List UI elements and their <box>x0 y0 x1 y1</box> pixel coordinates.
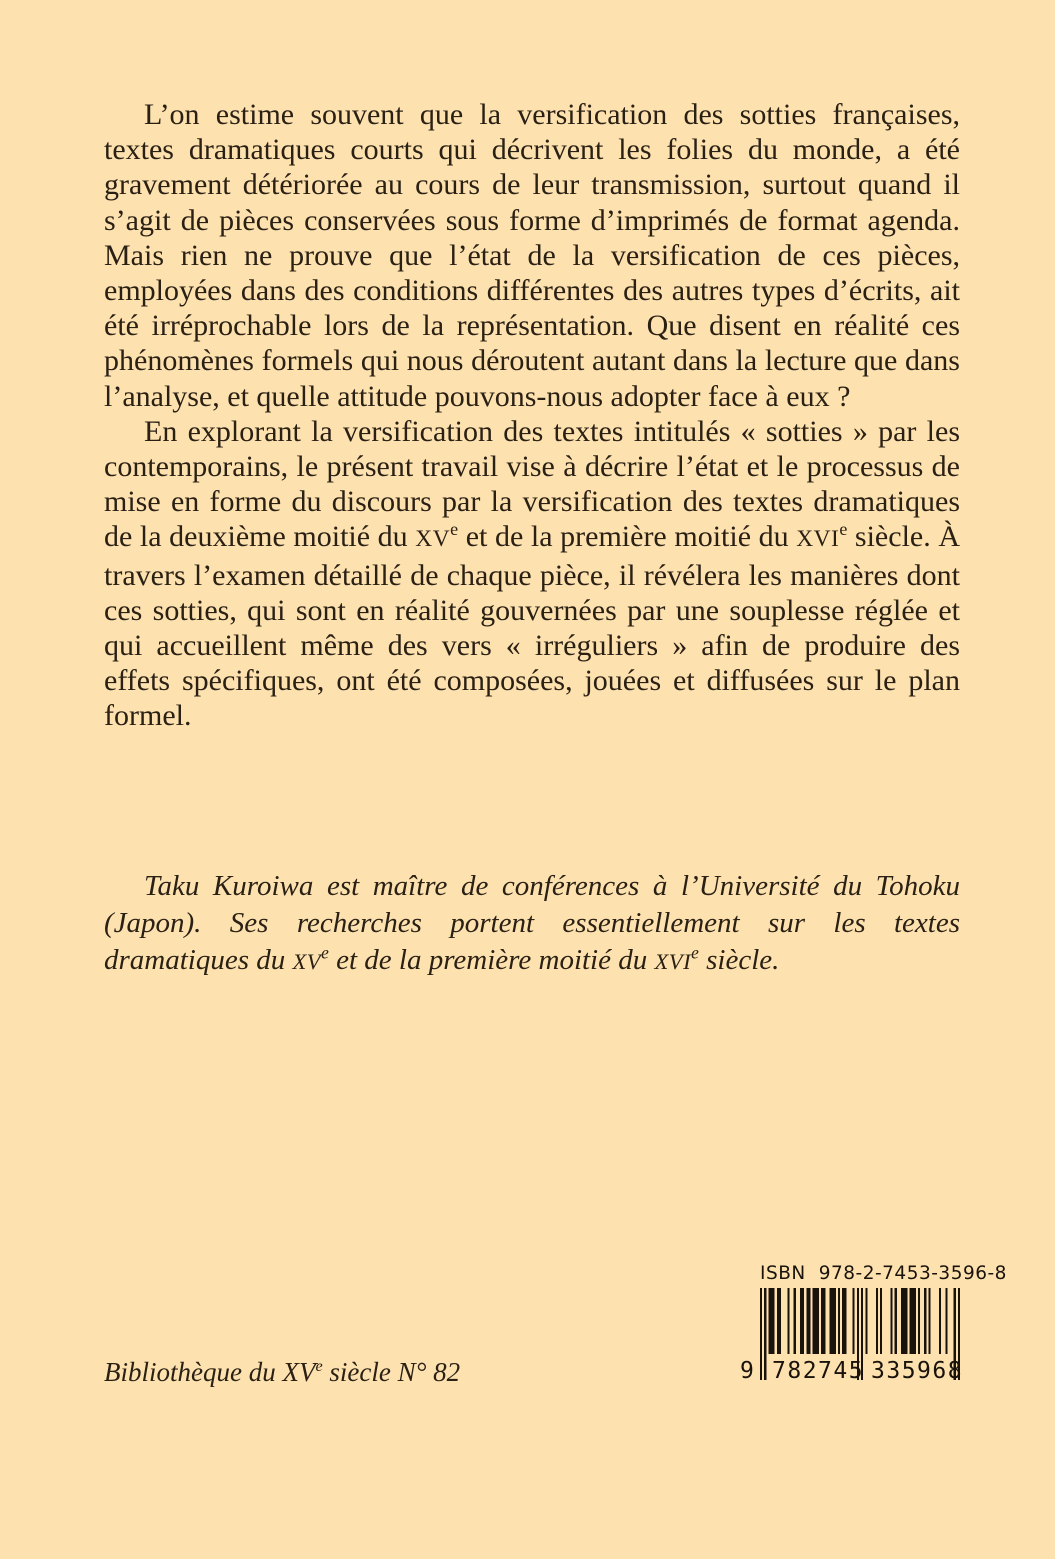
collection-series-label: Bibliothèque du XVe siècle N° 82 <box>104 1357 461 1387</box>
synopsis-paragraph-2: En explorant la versification des textes intitulés « sotties » par les contemporains, le présent travail vise à décrire l’état et le processus de mise en forme du discours par la versification des textes dramatiques de la deuxième moitié du XVe et de la première moitié du XVIe siècle. À travers l’examen détaillé de chaque pièce, il révélera les manières dont ces sotties, qui sont en réalité gouvernées par une souplesse réglée et qui accueillent même des vers « irréguliers » afin de produire des effets spécifiques, ont été composées, jouées et diffusées sur le plan formel. <box>104 414 960 733</box>
ean-left-group: 782745 <box>772 1358 865 1384</box>
isbn-barcode-block <box>740 1263 1007 1384</box>
isbn-line <box>742 1263 1007 1284</box>
ean13-barcode <box>740 1288 970 1384</box>
ean-right-group: 335968 <box>871 1358 964 1384</box>
author-bio-text: Taku Kuroiwa est maître de conférences à l’Université du Tohoku (Japon). Ses recherches portent essentiellement sur les textes dramatiques du XVe et de la première moitié du XVIe siècle. <box>104 870 960 976</box>
isbn-label: ISBN <box>760 1263 806 1284</box>
synopsis <box>104 97 960 734</box>
author-bio <box>104 868 960 980</box>
synopsis-paragraph-1: L’on estime souvent que la versification des sotties françaises, textes dramatiques courts qui décrivent les folies du monde, a été gravement détériorée au cours de leur transmission, surtout quand il s’agit de pièces conservées sous forme d’imprimés de format agenda. Mais rien ne prouve que l’état de la versification de ces pièces, employées dans des conditions différentes des autres types d’écrits, ait été irréprochable lors de la représentation. Que disent en réalité ces phénomènes formels qui nous déroutent autant dans la lecture que dans l’analyse, et quelle attitude pouvons-nous adopter face à eux ? <box>104 98 960 413</box>
ean-first-digit: 9 <box>740 1358 754 1384</box>
isbn-number: 978-2-7453-3596-8 <box>818 1263 1007 1284</box>
